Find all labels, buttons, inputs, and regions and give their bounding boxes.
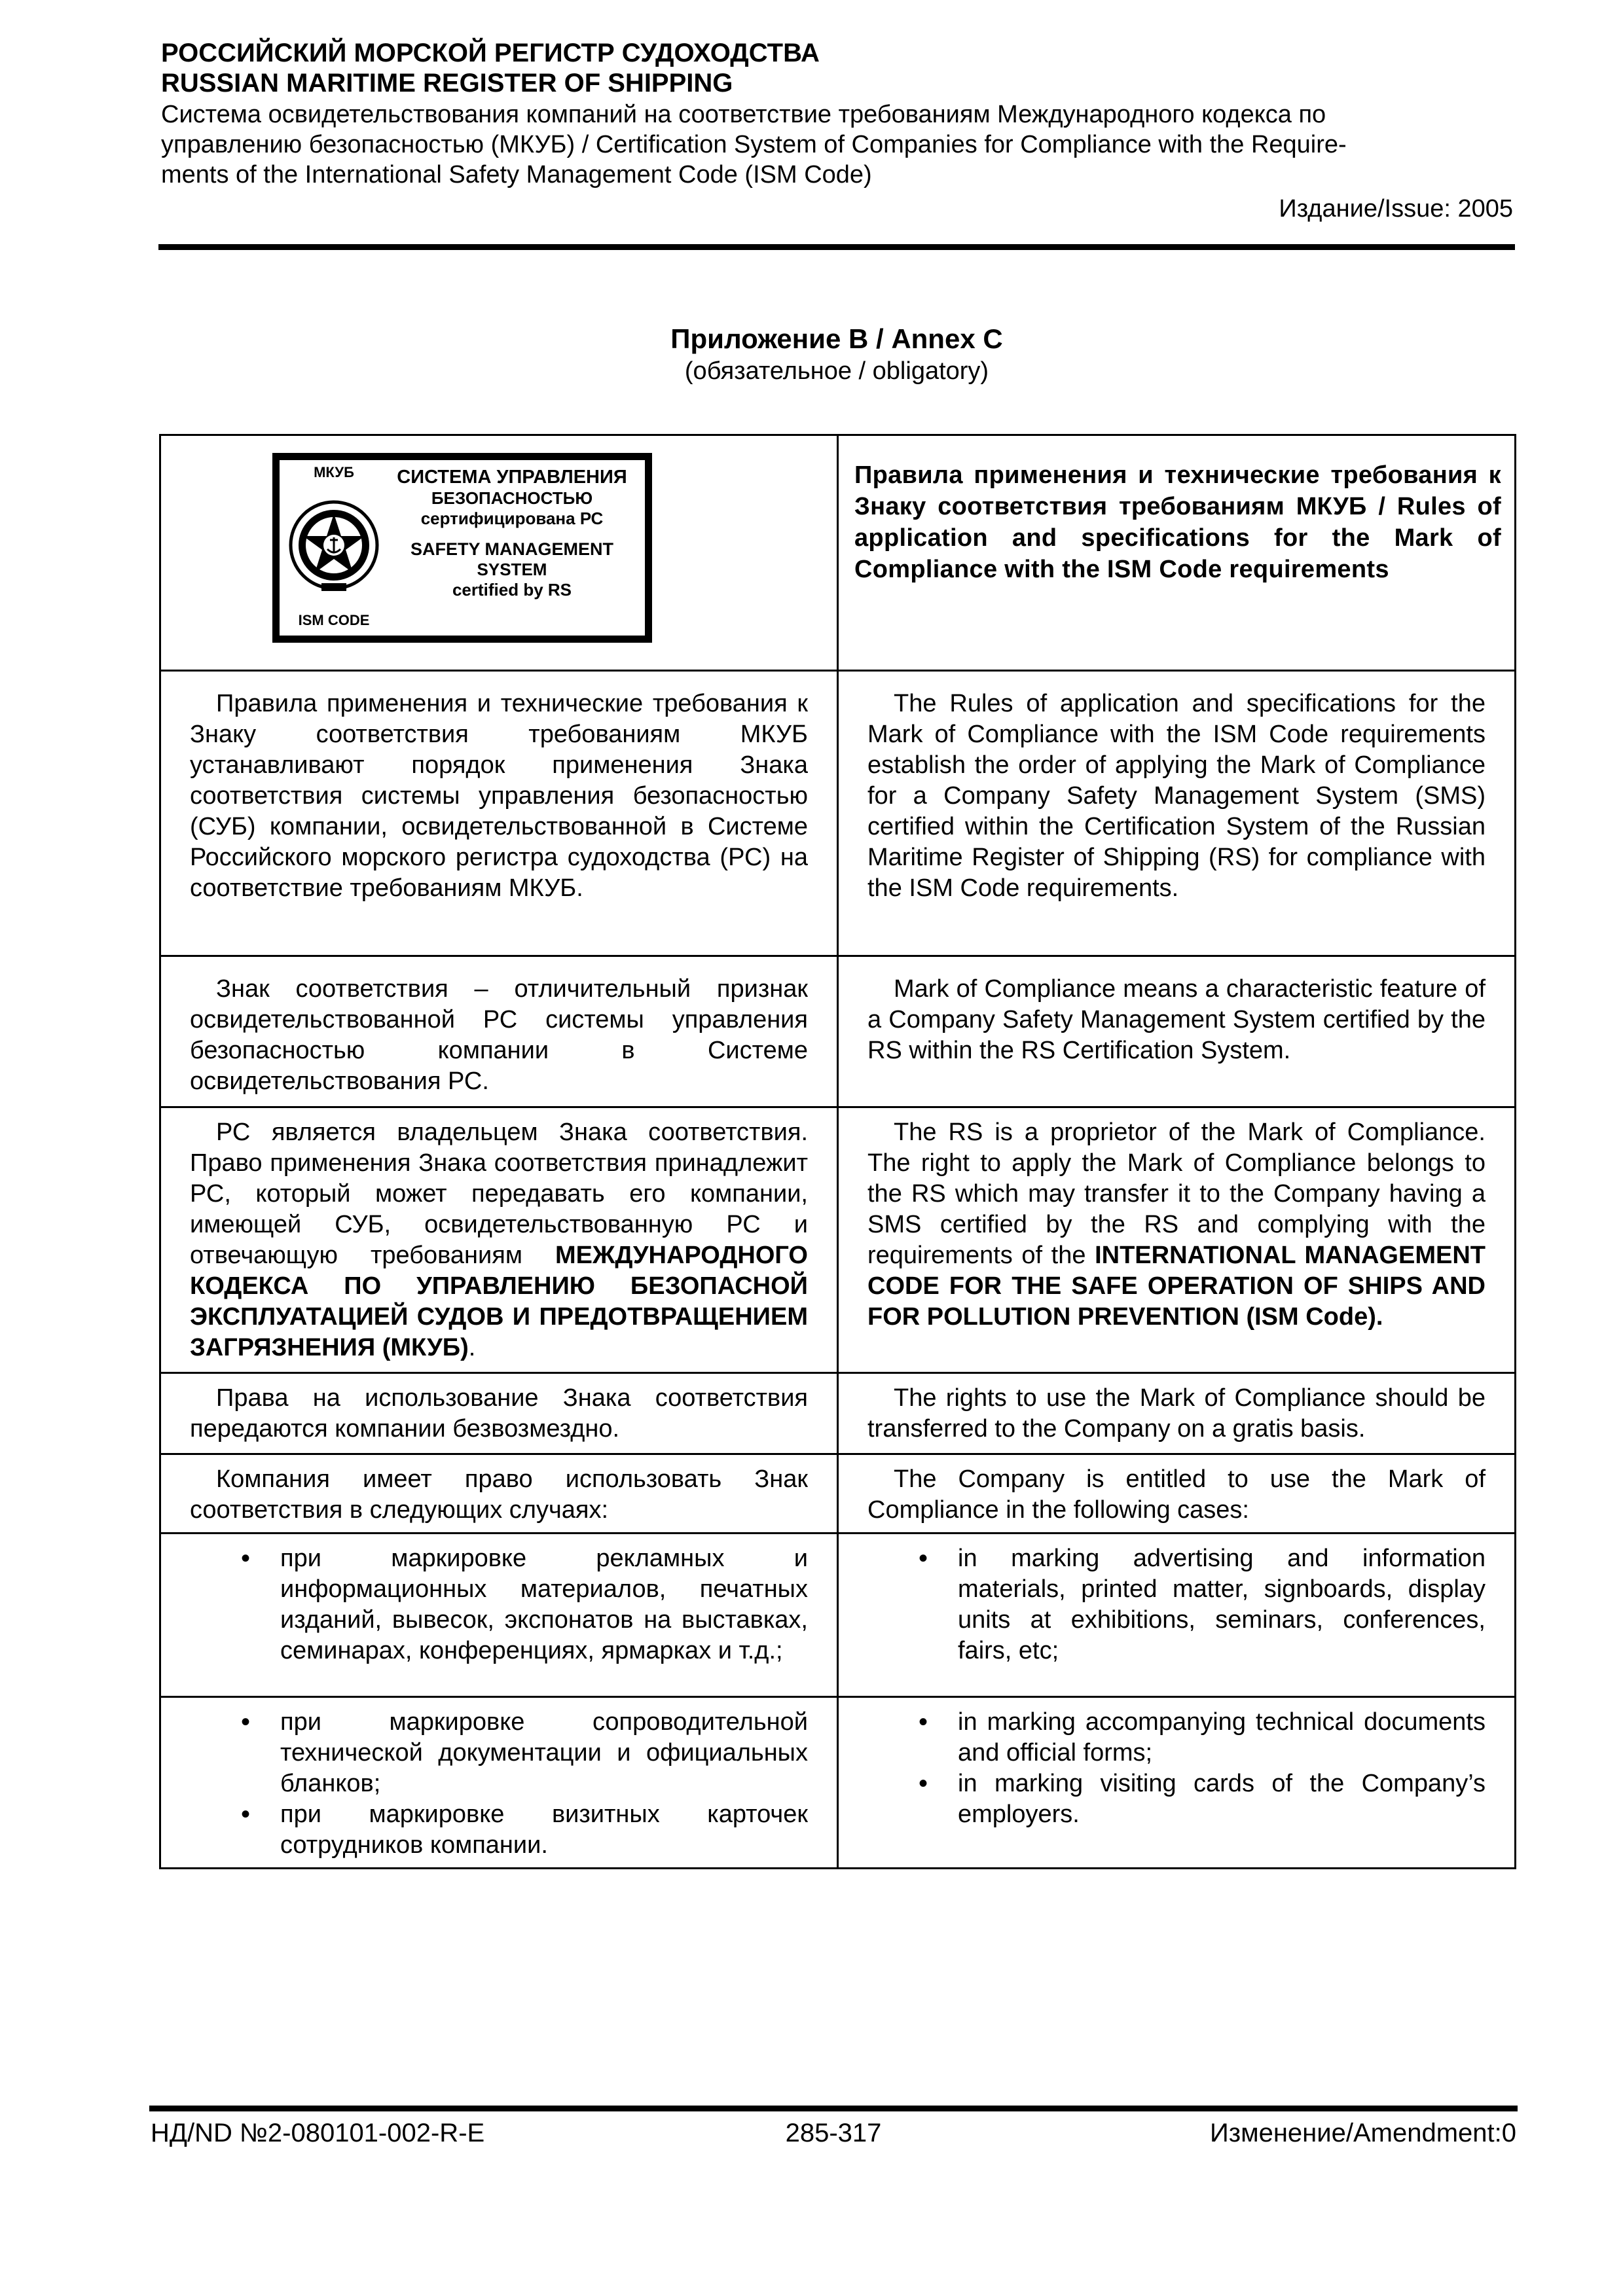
amendment-label: Изменение/Amendment:0 — [1210, 2119, 1516, 2147]
table-cell-en — [838, 1454, 1516, 1534]
paragraph-en: The Company is entitled to use the Mark of Compliance in the following cases: — [867, 1465, 1486, 1524]
organization-name-en: RUSSIAN MARITIME REGISTER OF SHIPPING — [161, 69, 733, 98]
paragraph-ru — [190, 1117, 808, 1363]
table-cell-ru — [160, 956, 838, 1107]
rules-title: Правила применения и технические требования к Знаку соответствия требованиям МКУБ / Rules of application and specifications for the Mark of Compliance with the ISM Code requirements — [854, 461, 1501, 583]
system-title-line: ments of the International Safety Management Code (ISM Code) — [161, 161, 872, 188]
table-cell-ru — [160, 1534, 838, 1697]
list-item: • in marking visiting cards of the Company’s employers. — [958, 1768, 1486, 1830]
ism-code-full-name-en: INTERNATIONAL MANAGEMENT CODE FOR THE SAFE OPERATION OF SHIPS AND FOR POLLUTION PREVENTION (ISM Code). — [867, 1242, 1486, 1331]
table-cell-ru — [160, 1107, 838, 1373]
logo-text-ru: сертифицирована РС — [420, 509, 604, 528]
logo-text-ru: СИСТЕМА УПРАВЛЕНИЯ — [397, 467, 627, 488]
table-row — [160, 671, 1516, 956]
table-row — [160, 1373, 1516, 1454]
list-item: • при маркировке сопроводительной технической документации и официальных бланков; — [280, 1707, 808, 1799]
list-item: • in marking accompanying technical documents and official forms; — [958, 1707, 1486, 1768]
paragraph-ru: Знак соответствия – отличительный признак освидетельствованной РС системы управления безопасностью компании в Системе освидетельствования РС. — [190, 975, 808, 1095]
logo-ism-code-label: ISM CODE — [298, 612, 370, 628]
certification-system-title — [161, 99, 1513, 190]
paragraph-ru: Компания имеет право использовать Знак соответствия в следующих случаях: — [190, 1465, 808, 1524]
text-run: . — [468, 1334, 476, 1361]
rules-title-cell — [838, 435, 1516, 671]
paragraph-en: Mark of Compliance means a characteristic feature of a Company Safety Management System certified by the RS within the RS Certification System. — [867, 975, 1486, 1064]
header-divider — [158, 244, 1515, 250]
annex-heading — [158, 322, 1515, 386]
table-row — [160, 435, 1516, 671]
logo-mkub-label: МКУБ — [314, 464, 354, 480]
table-row — [160, 1107, 1516, 1373]
table-cell-en — [838, 671, 1516, 956]
table-row — [160, 1534, 1516, 1697]
paragraph-ru: Права на использование Знака соответствия передаются компании безвозмездно. — [190, 1384, 808, 1443]
issue-label: Издание/Issue: 2005 — [1279, 195, 1513, 223]
text-run: The RS is a proprietor of the Mark of Compliance. The right to apply the Mark of Compliance belongs to the RS which may transfer it to the Company having a SMS certified by the RS and complying with the requirements of the — [867, 1119, 1486, 1269]
table-row — [160, 1697, 1516, 1869]
logo-text-ru: БЕЗОПАСНОСТЬЮ — [431, 488, 593, 508]
logo-text-en: certified by RS — [452, 580, 572, 600]
table-cell-ru — [160, 1454, 838, 1534]
table-cell-en — [838, 1697, 1516, 1869]
table-cell-en — [838, 956, 1516, 1107]
ism-mark-of-compliance-logo — [272, 453, 652, 643]
footer-divider — [149, 2106, 1518, 2111]
logo-cell — [160, 435, 838, 671]
table-cell-en — [838, 1107, 1516, 1373]
list-item: • при маркировке визитных карточек сотрудников компании. — [280, 1799, 808, 1861]
list-item: • in marking advertising and information materials, printed matter, signboards, display units at exhibitions, seminars, conferences, fairs, etc; — [958, 1543, 1486, 1666]
table-row — [160, 1454, 1516, 1534]
paragraph-ru: Правила применения и технические требования к Знаку соответствия требованиям МКУБ устанавливают порядок применения Знака соответствия системы управления безопасностью (СУБ) компании, освидетельствованной в Системе Российского морского регистра судоходства (РС) на соответствие требованиям МКУБ. — [190, 690, 808, 902]
document-header — [161, 38, 1513, 224]
table-cell-ru — [160, 1697, 838, 1869]
annex-title: Приложение В / Annex C — [670, 323, 1003, 354]
organization-name-ru: РОССИЙСКИЙ МОРСКОЙ РЕГИСТР СУДОХОДСТВА — [161, 39, 820, 67]
rules-table — [159, 434, 1516, 1869]
paragraph-en — [867, 1117, 1486, 1333]
list-item: • при маркировке рекламных и информационных материалов, печатных изданий, вывесок, экспонатов на выставках, семинарах, конференциях, ярмарках и т.д.; — [280, 1543, 808, 1666]
table-row — [160, 956, 1516, 1107]
system-title-line: Система освидетельствования компаний на соответствие требованиям Международного кодекса по — [161, 101, 1326, 128]
paragraph-en: The Rules of application and specifications for the Mark of Compliance with the ISM Code requirements establish the order of applying the Mark of Compliance for a Company Safety Management System (SMS) certified within the Certification System of the Russian Maritime Register of Shipping (RS) for compliance with the ISM Code requirements. — [867, 690, 1486, 902]
table-cell-ru — [160, 1373, 838, 1454]
logo-text-en: SAFETY MANAGEMENT — [410, 539, 613, 559]
paragraph-en: The rights to use the Mark of Compliance should be transferred to the Company on a gratis basis. — [867, 1384, 1486, 1443]
table-cell-ru — [160, 671, 838, 956]
text-run: РС является владельцем Знака соответствия. Право применения Знака соответствия принадлежит РС, который может передавать его компании, имеющей СУБ, освидетельствованную РС и отвечающую требованиям — [190, 1119, 808, 1269]
table-cell-en — [838, 1534, 1516, 1697]
annex-subtitle: (обязательное / obligatory) — [684, 357, 989, 385]
system-title-line: управлению безопасностью (МКУБ) / Certification System of Companies for Compliance with the Require- — [161, 131, 1347, 158]
page-number: 285-317 — [785, 2119, 882, 2147]
table-cell-en — [838, 1373, 1516, 1454]
ism-code-full-name-ru: МЕЖДУНАРОДНОГО КОДЕКСА ПО УПРАВЛЕНИЮ БЕЗОПАСНОЙ ЭКСПЛУАТАЦИЕЙ СУДОВ И ПРЕДОТВРАЩЕНИЕМ ЗАГРЯЗНЕНИЯ (МКУБ) — [190, 1242, 808, 1361]
logo-text-en: SYSTEM — [477, 560, 547, 579]
document-footer — [151, 2118, 1516, 2151]
rs-emblem-icon — [287, 485, 380, 608]
document-number: НД/ND №2-080101-002-R-E — [151, 2119, 485, 2147]
